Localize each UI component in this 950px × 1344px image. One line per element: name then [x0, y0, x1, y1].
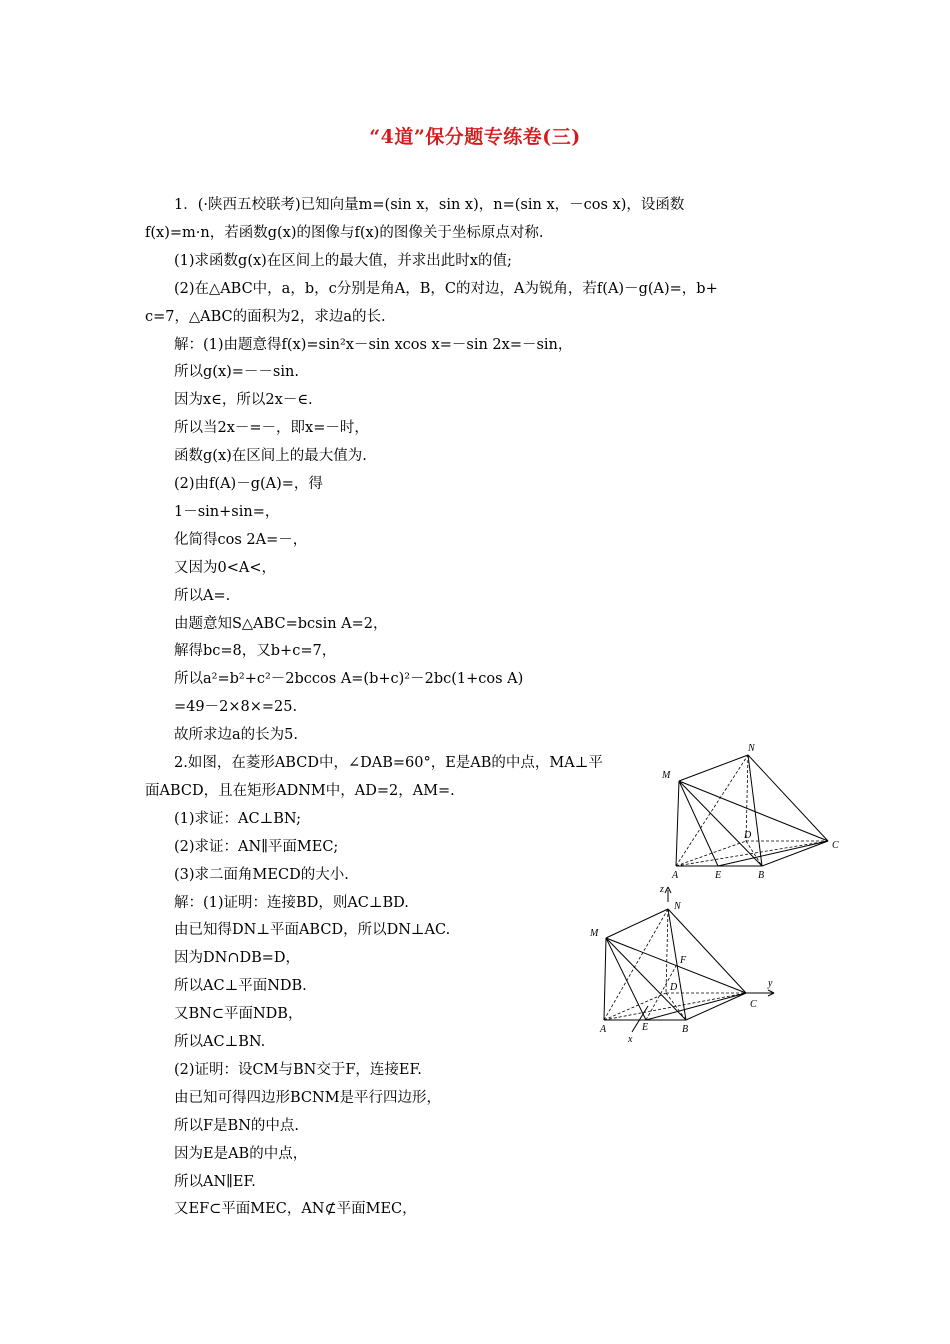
figure2-label: N: [674, 901, 681, 912]
text-line: f(x)=m·n，若函数g(x)的图像与f(x)的图像关于坐标原点对称.: [145, 224, 544, 241]
text-line: 1－sin+sin=，: [174, 503, 280, 520]
text-line: (2)在△ABC中，a，b，c分别是角A，B，C的对边，A为锐角，若f(A)－g(A)=，b+: [174, 280, 718, 297]
figure1-label: E: [715, 870, 722, 881]
text-line: 因为x∈，所以2x－∈.: [174, 392, 313, 409]
text-line: 又EF⊂平面MEC，AN⊄平面MEC，: [174, 1201, 417, 1218]
figure1-label: D: [744, 830, 752, 841]
text-line: 又因为0<A<，: [174, 559, 276, 576]
figure1-label: N: [748, 743, 755, 754]
figure2-label: C: [750, 999, 757, 1010]
text-line: 又BN⊂平面NDB，: [174, 1006, 303, 1023]
text-line: 解：(1)证明：连接BD，则AC⊥BD.: [174, 894, 409, 911]
figure1-label: A: [672, 870, 679, 881]
text-line: 所以g(x)=－－sin.: [174, 364, 299, 381]
text-line: (2)证明：设CM与BN交于F，连接EF.: [174, 1061, 422, 1078]
figure2-label: E: [642, 1022, 649, 1033]
text-line: (2)求证：AN∥平面MEC;: [174, 838, 339, 855]
figure2-label: z: [660, 884, 664, 895]
text-line: (2)由f(A)－g(A)=，得: [174, 476, 323, 492]
text-line: 故所求边a的长为5.: [174, 727, 298, 744]
text-line: 由题意知S△ABC=bcsin A=2，: [174, 615, 388, 632]
text-line: 所以F是BN的中点.: [174, 1117, 300, 1134]
text-line: 解得bc=8，又b+c=7，: [174, 643, 337, 660]
text-line: c=7，△ABC的面积为2，求边a的长.: [145, 308, 386, 325]
text-line: 所以AC⊥BN.: [174, 1034, 266, 1050]
text-line: (3)求二面角MECD的大小.: [174, 866, 349, 883]
figure2-label: F: [680, 955, 687, 966]
figure1-label: M: [662, 770, 671, 781]
figure2-label: B: [682, 1024, 689, 1035]
figure2-label: x: [628, 1034, 633, 1044]
text-line: =49－2×8×=25.: [174, 699, 298, 716]
text-line: 解：(1)由题意得f(x)=sin²x－sin xcos x=－sin 2x=－sin，: [174, 336, 573, 353]
text-line: (1)求证：AC⊥BN;: [174, 810, 301, 827]
text-line: 所以当2x－=－，即x=－时，: [174, 420, 369, 437]
text-line: 1．(·陕西五校联考)已知向量m=(sin x，sin x)，n=(sin x，－cos x)，设函数: [174, 197, 685, 213]
figure2-label: D: [670, 982, 678, 993]
figure2-label: y: [768, 978, 773, 989]
text-line: 所以AC⊥平面NDB.: [174, 978, 307, 995]
figure1-label: B: [758, 870, 765, 881]
text-line: 所以a²=b²+c²－2bccos A=(b+c)²－2bc(1+cos A): [174, 671, 524, 688]
figure-rhombus-prism: [652, 738, 852, 884]
text-line: 由已知得DN⊥平面ABCD，所以DN⊥AC.: [174, 922, 451, 939]
text-line: 2.如图，在菱形ABCD中，∠DAB=60°，E是AB的中点，MA⊥平: [174, 755, 603, 771]
text-line: 所以A=.: [174, 587, 231, 604]
figure-coordinate-prism: [586, 882, 786, 1044]
text-line: 函数g(x)在区间上的最大值为.: [174, 448, 367, 465]
text-line: 因为DN∩DB=D，: [174, 950, 301, 967]
figure2-label: M: [590, 928, 599, 939]
text-line: 所以AN∥EF.: [174, 1173, 256, 1190]
text-line: 由已知可得四边形BCNM是平行四边形，: [174, 1089, 442, 1106]
text-line: 面ABCD，且在矩形ADNM中，AD=2，AM=.: [145, 782, 455, 799]
figure2-label: A: [600, 1024, 607, 1035]
text-line: 化简得cos 2A=－，: [174, 531, 308, 548]
page-title: “4道”保分题专练卷(三): [369, 126, 581, 148]
figure1-label: C: [832, 840, 839, 851]
text-line: (1)求函数g(x)在区间上的最大值，并求出此时x的值;: [174, 252, 512, 269]
text-line: 因为E是AB的中点，: [174, 1145, 308, 1162]
